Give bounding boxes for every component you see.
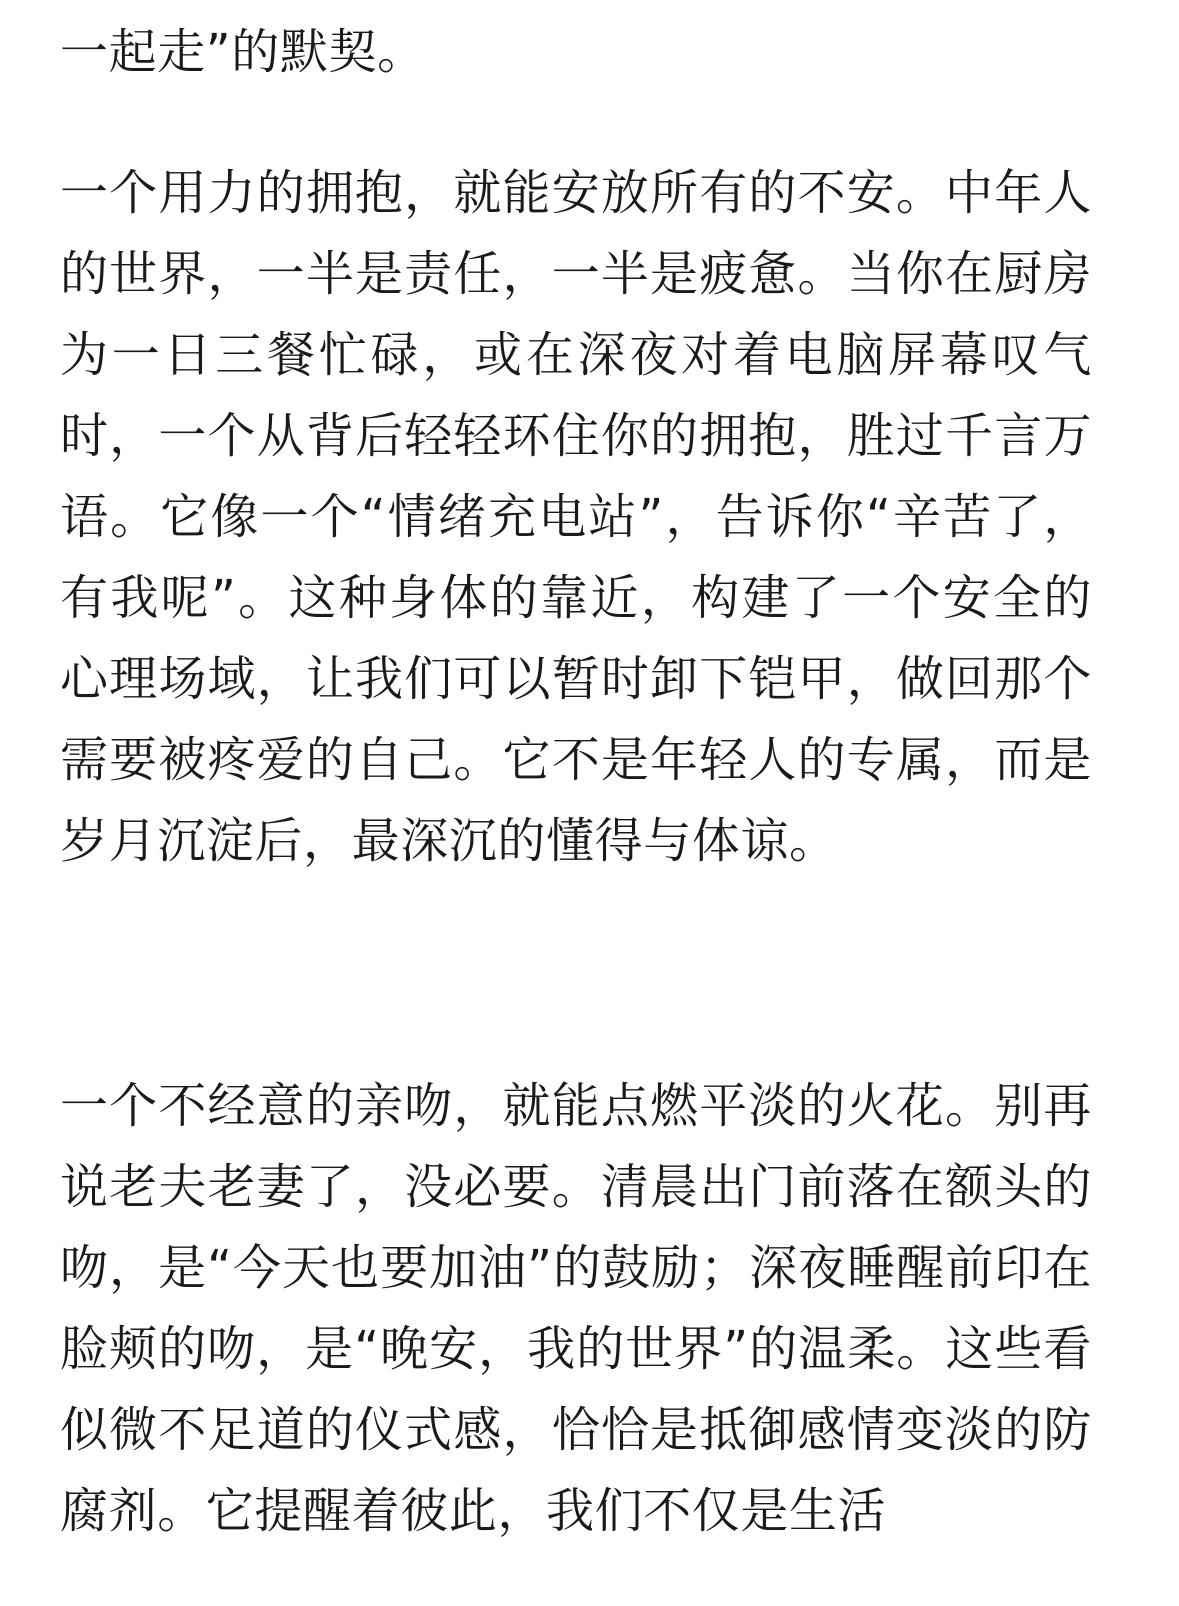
- paragraph-3: 一个不经意的亲吻，就能点燃平淡的火花。别再说老夫老妻了，没必要。清晨出门前落在额头的吻，是“今天也要加油”的鼓励；深夜睡醒前印在脸颊的吻，是“晚安，我的世界”的温柔。这些看似微不足道的仪式感，恰恰是抵御感情变淡的防腐剂。它提醒着彼此，我们不仅是生活: [60, 1078, 1092, 1539]
- paragraph-1: 一起走”的默契。: [60, 24, 426, 80]
- paragraph-2: 一个用力的拥抱，就能安放所有的不安。中年人的世界，一半是责任，一半是疲惫。当你在厨房为一日三餐忙碌，或在深夜对着电脑屏幕叹气时，一个从背后轻轻环住你的拥抱，胜过千言万语。它像一个“情绪充电站”，告诉你“辛苦了，有我呢”。这种身体的靠近，构建了一个安全的心理场域，让我们可以暂时卸下铠甲，做回那个需要被疼爱的自己。它不是年轻人的专属，而是岁月沉淀后，最深沉的懂得与体谅。: [60, 165, 1092, 869]
